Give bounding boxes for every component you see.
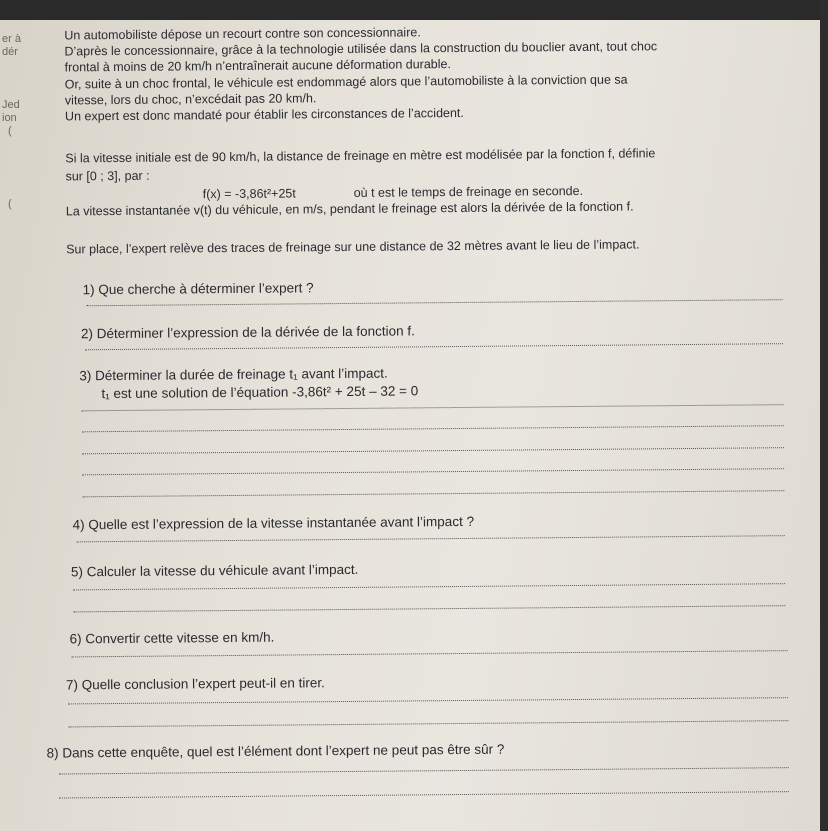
answer-line — [82, 447, 784, 454]
question-7: 7) Quelle conclusion l’expert peut-il en tirer. — [65, 675, 325, 693]
margin-note: ( — [8, 198, 12, 210]
model-line: sur [0 ; 3], par : — [65, 168, 150, 184]
answer-line — [73, 583, 785, 590]
answer-line — [59, 767, 789, 774]
answer-line — [82, 490, 784, 497]
question-8: 8) Dans cette enquête, quel est l’élément dont l’expert ne peut pas être sûr ? — [46, 741, 505, 761]
context-line: Sur place, l’expert relève des traces de freinage sur une distance de 32 mètres avant le lieu de l’impact. — [66, 237, 640, 257]
intro-line: vitesse, lors du choc, n’excédait pas 20 km/h. — [64, 91, 317, 108]
question-3-equation: t₁ est une solution de l’équation -3,86t² + 25t – 32 = 0 — [101, 383, 419, 402]
model-line: La vitesse instantanée v(t) du véhicule, en m/s, pendant le freinage est alors la dérivée de la fonction f. — [65, 199, 634, 219]
answer-line — [68, 697, 788, 704]
margin-note: Jed — [2, 99, 20, 111]
formula-note: où t est le temps de freinage en seconde. — [353, 183, 584, 200]
formula: f(x) = -3,86t²+25t — [202, 186, 296, 202]
answer-line — [73, 605, 785, 612]
question-6: 6) Convertir cette vitesse en km/h. — [69, 629, 275, 647]
answer-line — [72, 650, 788, 657]
answer-line — [77, 535, 785, 542]
margin-note: dér — [2, 46, 18, 58]
intro-line: D’après le concessionnaire, grâce à la technologie utilisée dans la construction du bouclier avant, tout choc — [64, 39, 658, 59]
answer-line — [68, 720, 788, 727]
intro-line: Un expert est donc mandaté pour établir les circonstances de l’accident. — [64, 105, 464, 124]
answer-line — [82, 468, 784, 475]
question-5: 5) Calculer la vitesse du véhicule avant l’impact. — [70, 561, 359, 580]
answer-line — [82, 404, 784, 411]
answer-line — [59, 791, 789, 798]
answer-line — [87, 299, 783, 306]
intro-line: Un automobiliste dépose un recourt contre son concessionnaire. — [64, 25, 421, 43]
margin-note: ( — [8, 125, 12, 137]
model-line: Si la vitesse initiale est de 90 km/h, la distance de freinage en mètre est modélisée par la fonction f, définie — [65, 146, 656, 166]
intro-line: Or, suite à un choc frontal, le véhicule est endommagé alors que l’automobiliste à la conviction que sa — [64, 72, 628, 92]
margin-note: ion — [2, 112, 17, 124]
answer-line — [85, 343, 783, 350]
margin-note: er à — [2, 33, 21, 45]
question-2: 2) Déterminer l’expression de la dérivée de la fonction f. — [80, 323, 415, 342]
answer-line — [82, 425, 784, 432]
question-3: 3) Déterminer la durée de freinage t₁ avant l’impact. — [79, 365, 388, 384]
intro-line: frontal à moins de 20 km/h n’entraînerait aucune déformation durable. — [64, 57, 451, 75]
question-1: 1) Que cherche à déterminer l’expert ? — [82, 280, 314, 298]
question-4: 4) Quelle est l’expression de la vitesse instantanée avant l’impact ? — [72, 513, 475, 533]
